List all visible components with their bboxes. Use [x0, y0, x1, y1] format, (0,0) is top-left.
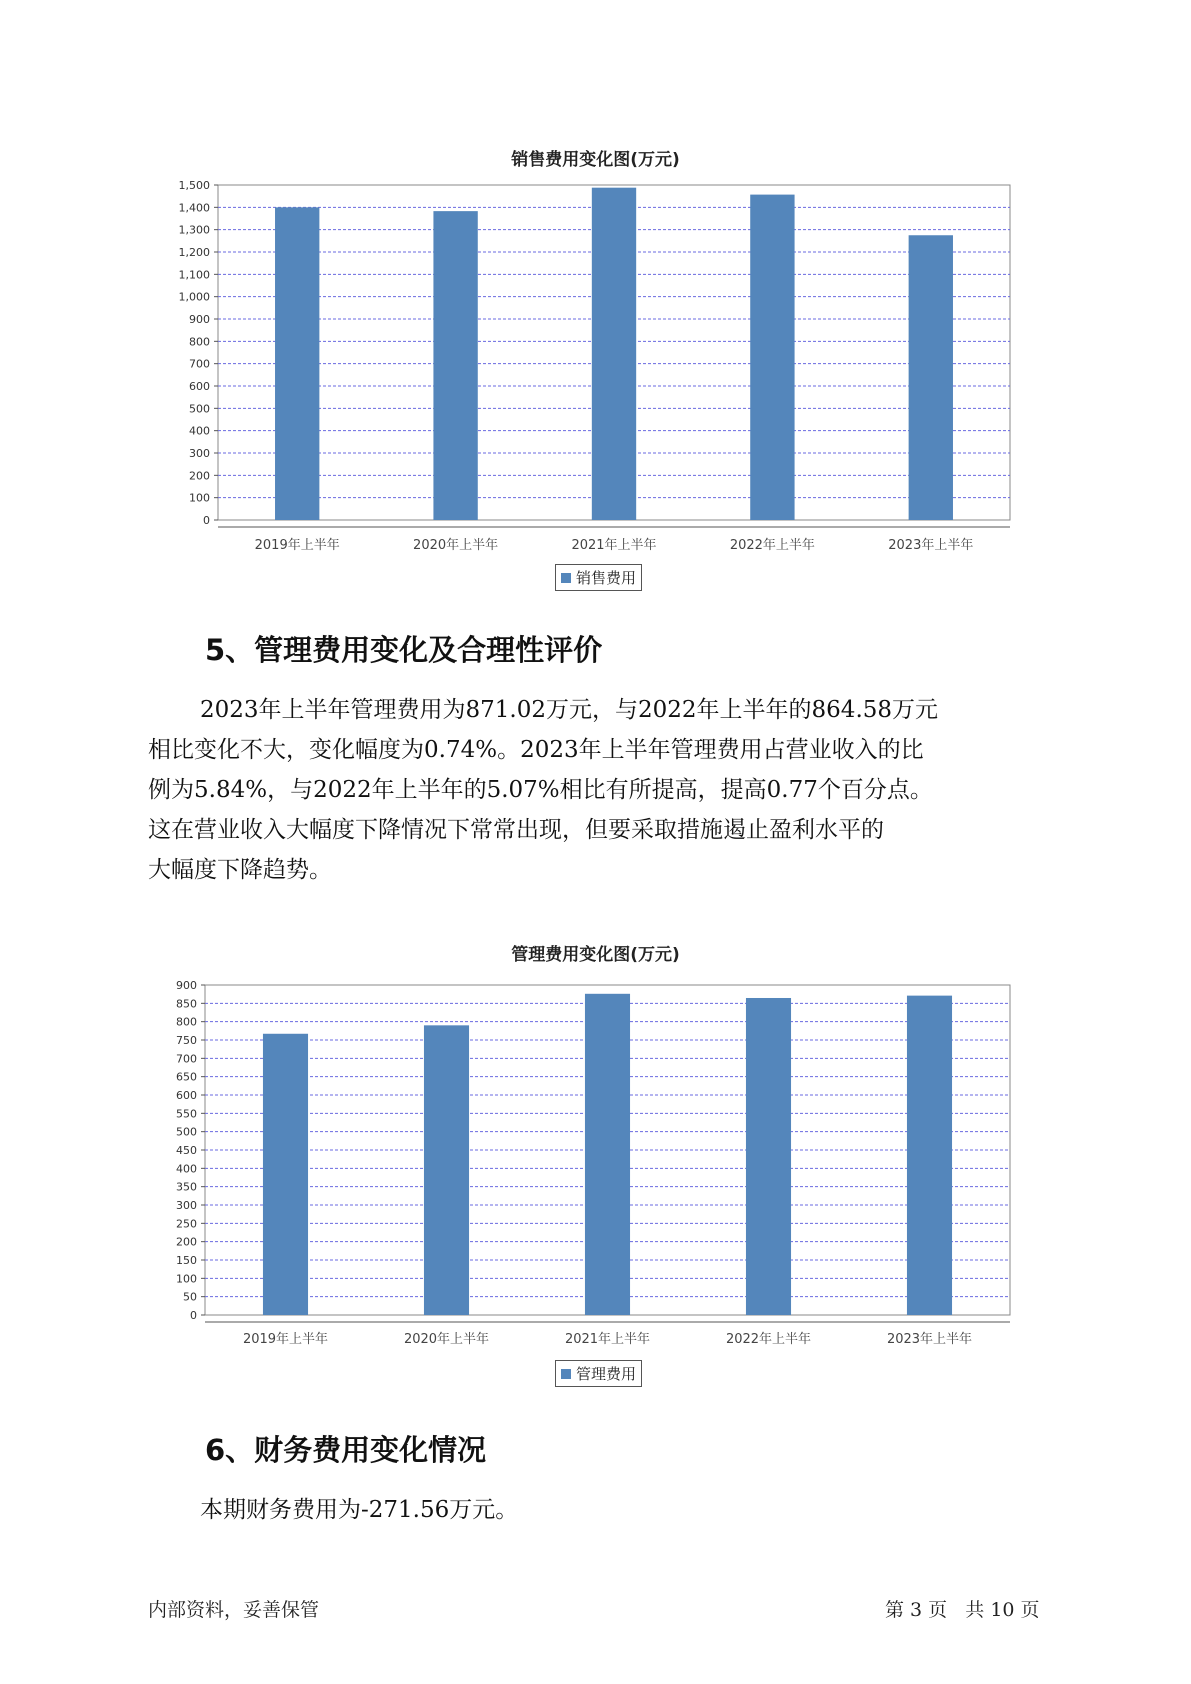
legend-label: 销售费用: [576, 569, 637, 587]
legend-admin: [555, 1360, 642, 1387]
y-tick-label: 550: [176, 1107, 197, 1121]
bar: [275, 207, 319, 520]
bar: [263, 1034, 308, 1315]
footer-left: 内部资料，妥善保管: [148, 1599, 320, 1621]
bar: [909, 235, 953, 520]
bar: [746, 998, 791, 1315]
bar: [907, 996, 952, 1315]
bar: [424, 1025, 469, 1315]
y-tick-label: 1,000: [178, 290, 210, 304]
y-tick-label: 650: [176, 1070, 197, 1084]
x-tick-label: 2022年上半年: [729, 538, 815, 553]
bar: [585, 994, 630, 1315]
legend-sales: [555, 564, 642, 591]
y-tick-label: 1,200: [178, 246, 210, 259]
legend-label: 管理费用: [576, 1365, 637, 1383]
y-tick-label: 400: [176, 1162, 197, 1176]
footer-right: 第 3 页 共 10 页: [885, 1599, 1040, 1621]
x-tick-label: 2020年上半年: [403, 1332, 490, 1347]
bar: [592, 188, 636, 520]
y-tick-label: 800: [189, 335, 210, 349]
sales-expense-chart: [0, 165, 1191, 553]
section-5-paragraph: [148, 690, 1048, 890]
section-5-heading: 5、管理费用变化及合理性评价: [205, 633, 603, 667]
bar: [750, 195, 794, 520]
legend-swatch: [561, 1369, 571, 1379]
y-tick-label: 200: [176, 1235, 197, 1249]
chart-title-admin: 管理费用变化图(万元): [511, 945, 680, 965]
y-tick-label: 400: [189, 424, 210, 438]
y-tick-label: 1,400: [178, 201, 210, 215]
y-tick-label: 250: [176, 1217, 197, 1231]
y-tick-label: 900: [176, 979, 197, 992]
y-tick-label: 350: [176, 1180, 197, 1194]
y-tick-label: 300: [189, 447, 210, 460]
chart-title-sales: 销售费用变化图(万元): [511, 150, 680, 170]
x-tick-label: 2021年上半年: [571, 538, 657, 553]
y-tick-label: 900: [189, 313, 210, 326]
x-tick-label: 2020年上半年: [413, 538, 499, 553]
y-tick-label: 100: [176, 1272, 197, 1286]
y-tick-label: 600: [176, 1089, 197, 1102]
y-tick-label: 200: [189, 469, 210, 483]
y-tick-label: 300: [176, 1199, 197, 1212]
x-tick-label: 2021年上半年: [564, 1332, 651, 1347]
y-tick-label: 850: [176, 997, 197, 1011]
y-tick-label: 100: [189, 491, 210, 505]
legend-swatch: [561, 573, 571, 583]
y-tick-label: 800: [176, 1015, 197, 1029]
paragraph-line: 这在营业收入大幅度下降情况下常常出现，但要采取措施遏止盈利水平的: [148, 817, 884, 843]
admin-expense-chart: [0, 965, 1191, 1345]
paragraph-line: 例为5.84%，与2022年上半年的5.07%相比有所提高，提高0.77个百分点。: [148, 777, 933, 803]
paragraph-line: 相比变化不大，变化幅度为0.74%。2023年上半年管理费用占营业收入的比: [148, 737, 924, 763]
section-6-paragraph: [148, 1490, 1048, 1530]
y-tick-label: 700: [189, 357, 210, 371]
y-tick-label: 1,300: [178, 223, 210, 237]
y-tick-label: 750: [176, 1034, 197, 1047]
paragraph-line: 2023年上半年管理费用为871.02万元，与2022年上半年的864.58万元: [200, 697, 939, 723]
y-tick-label: 0: [190, 1309, 197, 1322]
y-tick-label: 50: [183, 1290, 197, 1304]
y-tick-label: 450: [176, 1144, 197, 1157]
y-tick-label: 1,500: [178, 179, 210, 192]
x-tick-label: 2023年上半年: [888, 538, 974, 553]
y-tick-label: 600: [189, 380, 210, 393]
x-tick-label: 2019年上半年: [242, 1332, 329, 1347]
y-tick-label: 700: [176, 1052, 197, 1066]
y-tick-label: 500: [189, 402, 210, 416]
y-tick-label: 150: [176, 1254, 197, 1267]
y-tick-label: 500: [176, 1125, 197, 1139]
section-6-heading: 6、财务费用变化情况: [205, 1433, 487, 1467]
paragraph-line: 本期财务费用为-271.56万元。: [200, 1497, 519, 1523]
x-tick-label: 2023年上半年: [886, 1332, 973, 1347]
y-tick-label: 1,100: [178, 268, 210, 282]
bar: [433, 211, 477, 520]
x-tick-label: 2019年上半年: [254, 538, 340, 553]
x-tick-label: 2022年上半年: [725, 1332, 812, 1347]
y-tick-label: 0: [203, 514, 210, 527]
paragraph-line: 大幅度下降趋势。: [148, 857, 332, 883]
